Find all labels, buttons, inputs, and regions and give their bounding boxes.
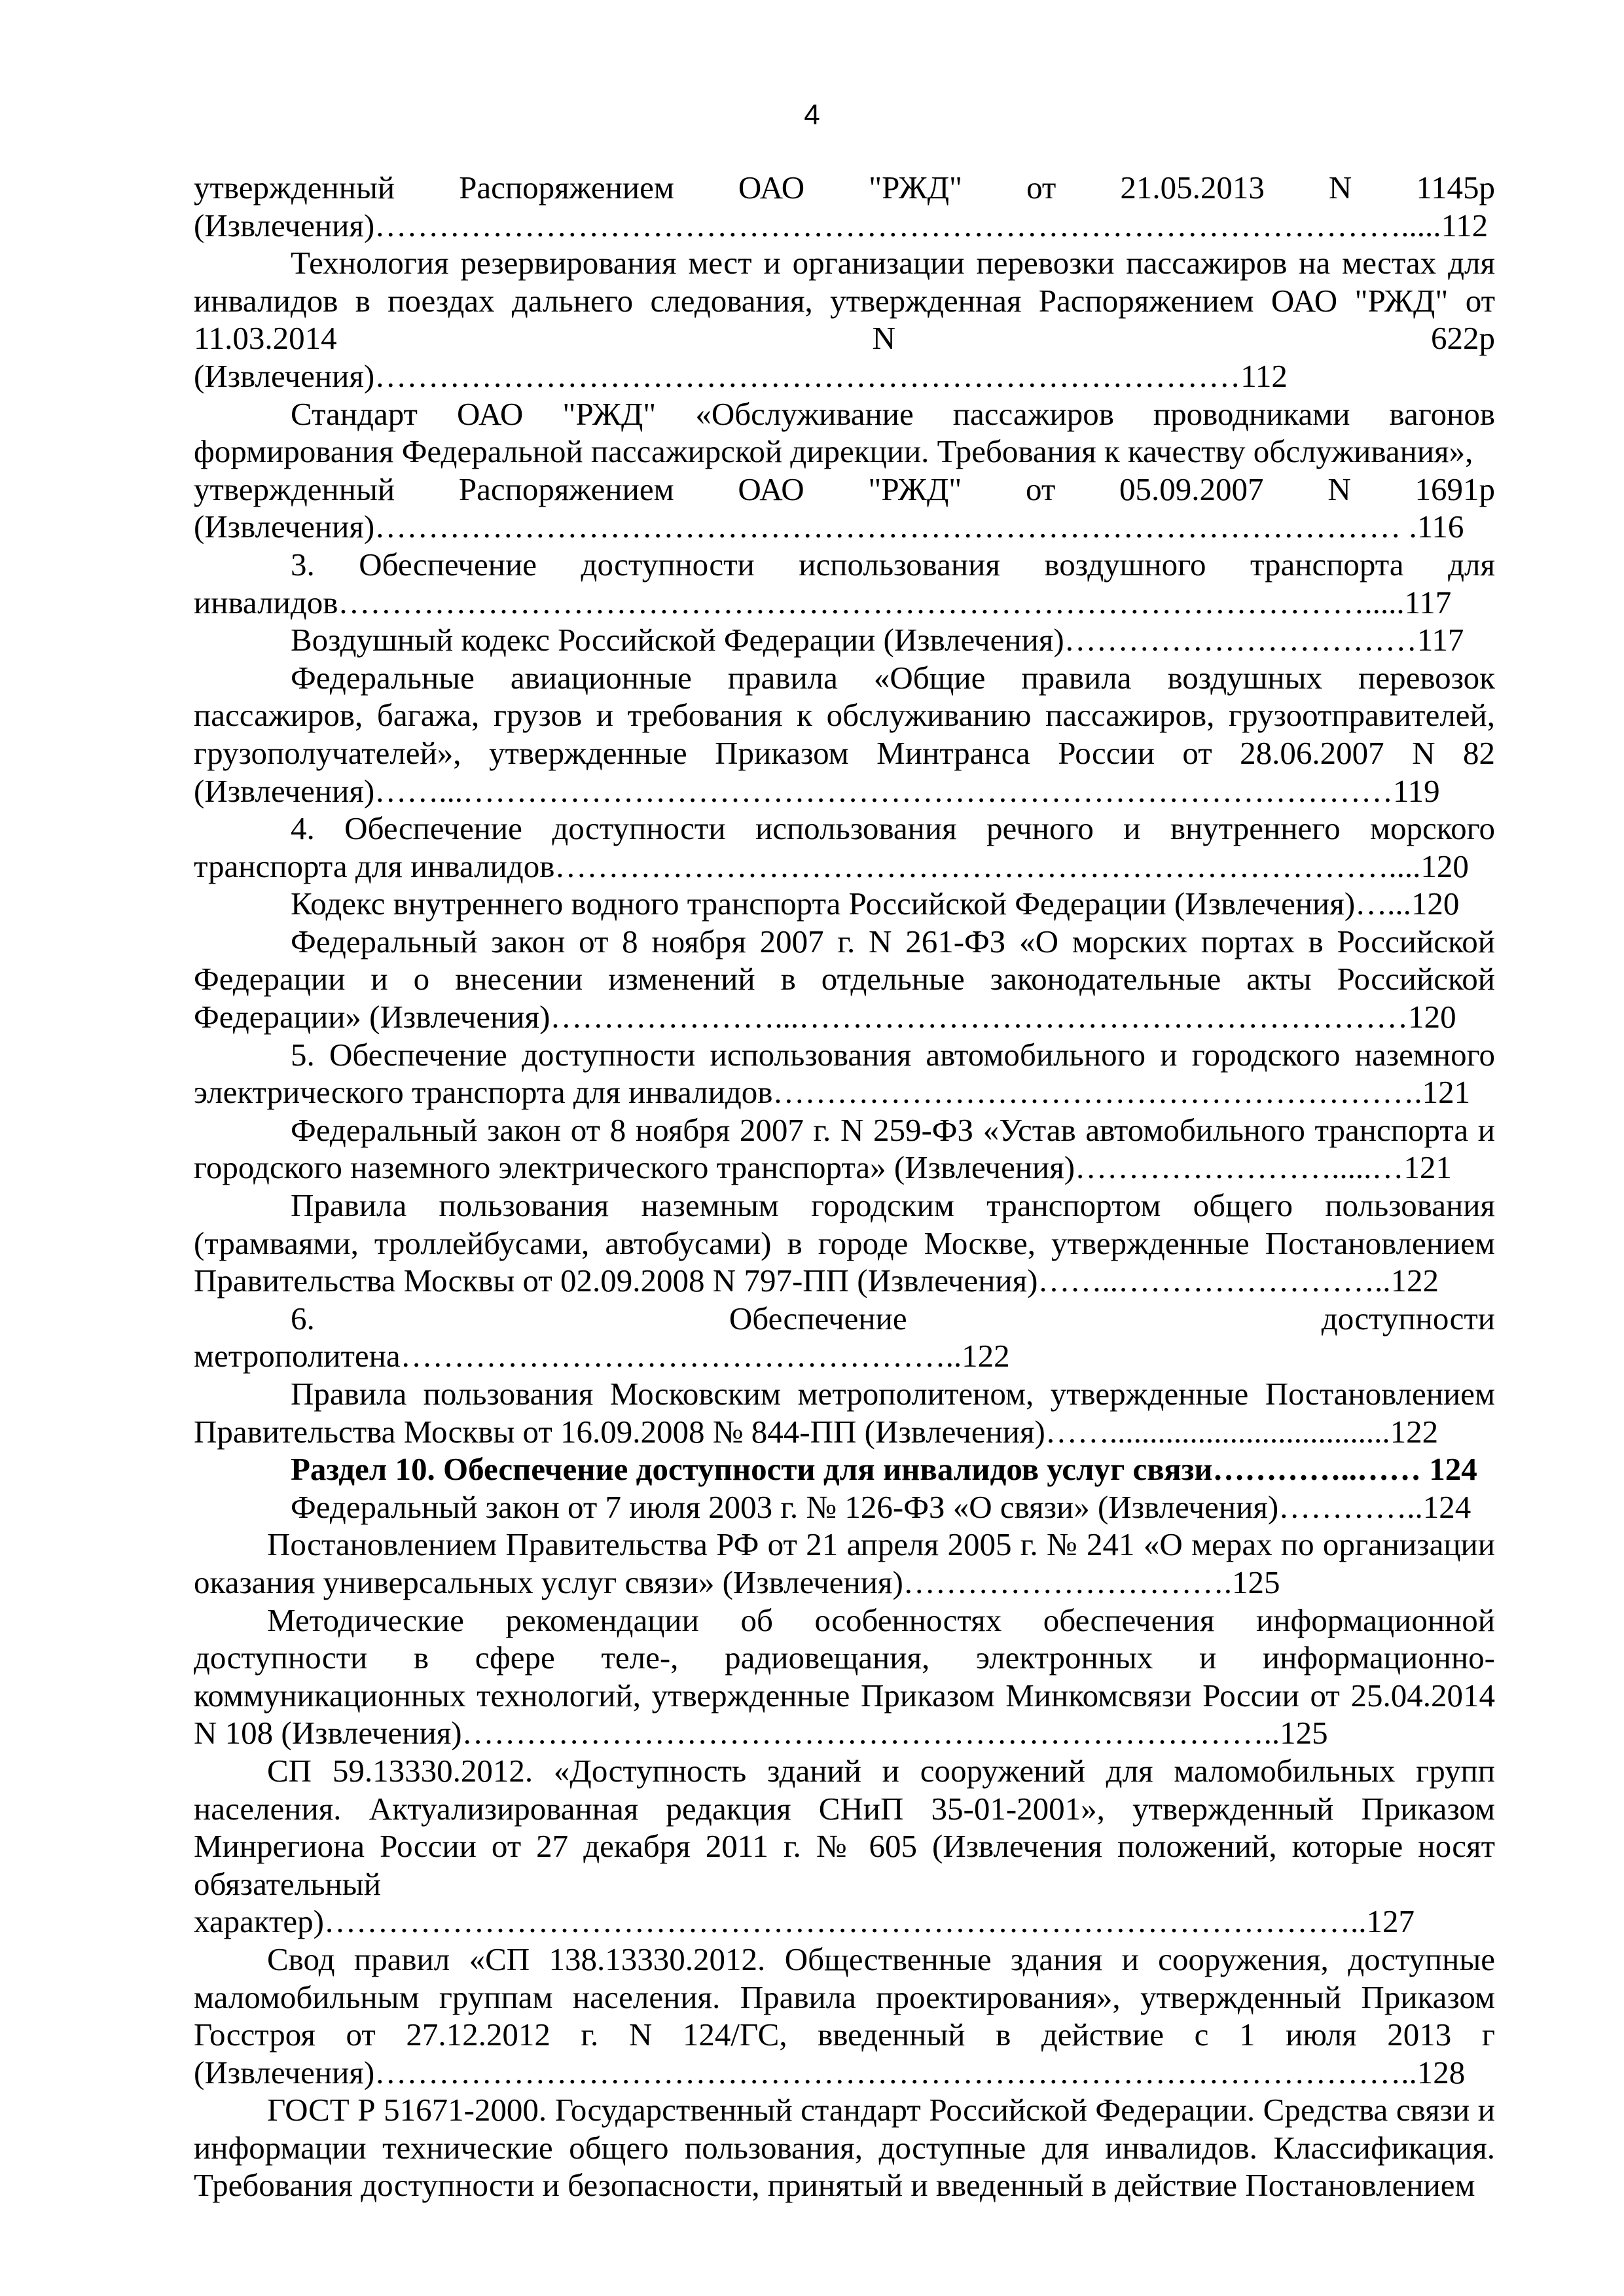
- toc-entry-2: Технология резервирования мест и организации перевозки пассажиров на местах для инвалидов в поездах дальнего следования, утвержденная Распоряжением ОАО "РЖД" от 11.03.2014 N 622р (Извлечения)………………………………………………………………………112: [194, 245, 1495, 394]
- toc-entry-4-line1: 3. Обеспечение доступности использования воздушного транспорта для: [291, 546, 1495, 583]
- toc-entry-8: Кодекс внутреннего водного транспорта Российской Федерации (Извлечения)…...120: [291, 886, 1460, 922]
- toc-entry-9: Федеральный закон от 8 ноября 2007 г. N 261-ФЗ «О морских портах в Российской Федерации и о внесении изменений в отдельные законодательные акты Российской Федерации» (Извлечения)…………………...…………………………………………………120: [194, 923, 1495, 1035]
- toc-entry-1-line2: (Извлечения)…………………………………………………………………………………….....112: [194, 207, 1489, 243]
- toc-entry-3-part1: Стандарт ОАО "РЖД" «Обслуживание пассажиров проводниками вагонов формирования Федеральной пассажирской дирекции. Требования к качеству обслуживания»,: [194, 395, 1495, 470]
- toc-entry-14: Правила пользования Московским метрополитеном, утвержденные Постановлением Правительства Москвы от 16.09.2008 № 844-ПП (Извлечения)……...................................122: [194, 1376, 1495, 1450]
- toc-entry-1-line1: утвержденный Распоряжением ОАО "РЖД" от 21.05.2013 N 1145р: [194, 170, 1495, 206]
- toc-entry-18: Методические рекомендации об особенностях обеспечения информационной доступности в сфере теле-, радиовещания, электронных и информационно-коммуникационных технологий, утвержденные Приказом Минкомсвязи России от 25.04.2014 N 108 (Извлечения)…………………………………………………………………..125: [194, 1602, 1495, 1751]
- toc-entry-3-part3: (Извлечения)…………………………………………………………………………………… .116: [194, 509, 1464, 545]
- toc-entry-21: ГОСТ Р 51671-2000. Государственный стандарт Российской Федерации. Средства связи и информации технические общего пользования, доступные для инвалидов. Классификация. Требования доступности и безопасности, принятый и введенный в действие Постановлением: [194, 2092, 1495, 2204]
- toc-entry-13: 6. Обеспечение доступности метрополитена……………………………………………..122: [194, 1300, 1495, 1374]
- toc-entry-3-part2: утвержденный Распоряжением ОАО "РЖД" от 05.09.2007 N 1691р: [194, 471, 1495, 507]
- toc-entry-11: Федеральный закон от 8 ноября 2007 г. N 259-ФЗ «Устав автомобильного транспорта и городского наземного электрического транспорта» (Извлечения)…………………….....…121: [194, 1111, 1495, 1186]
- page-number: 4: [804, 99, 820, 131]
- toc-entry-5: Воздушный кодекс Российской Федерации (Извлечения)……………………………117: [291, 622, 1464, 658]
- toc-entry-10: 5. Обеспечение доступности использования автомобильного и городского наземного электрического транспорта для инвалидов…………………………………………………….121: [194, 1036, 1495, 1111]
- toc-entry-17: Постановлением Правительства РФ от 21 апреля 2005 г. № 241 «О мерах по организации оказания универсальных услуг связи» (Извлечения)………………………….125: [194, 1526, 1495, 1600]
- toc-entry-20: Свод правил «СП 138.13330.2012. Общественные здания и сооружения, доступные маломобильным группам населения. Правила проектирования», утвержденный Приказом Госстроя от 27.12.2012 г. N 124/ГС, введенный в действие с 1 июля 2013 г (Извлечения)……………………………………………………………………………………..128: [194, 1941, 1495, 2090]
- toc-entry-6: Федеральные авиационные правила «Общие правила воздушных перевозок пассажиров, багажа, грузов и требования к обслуживанию пассажиров, грузоотправителей, грузополучателей», утвержденные Приказом Минтранса России от 28.06.2007 N 82 (Извлечения)……...……………………………………………………………………………119: [194, 659, 1495, 809]
- toc-entry-4-line2: инвалидов…………………………………………………………………………………….....117: [194, 584, 1452, 620]
- toc-entry-19-part1: СП 59.13330.2012. «Доступность зданий и сооружений для маломобильных групп населения. Актуализированная редакция СНиП 35-01-2001», утвержденный Приказом Минрегиона России от 27 декабря 2011 г. № 605 (Извлечения положений, которые носят обязательный: [194, 1752, 1495, 1902]
- section-10-heading: Раздел 10. Обеспечение доступности для инвалидов услуг связи…………..…… 124: [291, 1451, 1477, 1488]
- toc-body: [194, 169, 1495, 2204]
- toc-entry-16: Федеральный закон от 7 июля 2003 г. № 126-ФЗ «О связи» (Извлечения)…………..124: [291, 1488, 1471, 1525]
- toc-entry-12: Правила пользования наземным городским транспортом общего пользования (трамваями, троллейбусами, автобусами) в городе Москве, утвержденные Постановлением Правительства Москвы от 02.09.2008 N 797-ПП (Извлечения)……..……………………..122: [194, 1187, 1495, 1299]
- toc-entry-7: 4. Обеспечение доступности использования речного и внутреннего морского транспорта для инвалидов……………………………………………………………………....120: [194, 810, 1495, 884]
- toc-entry-19-part2: характер)……………………………………………………………………………………..127: [194, 1903, 1415, 1940]
